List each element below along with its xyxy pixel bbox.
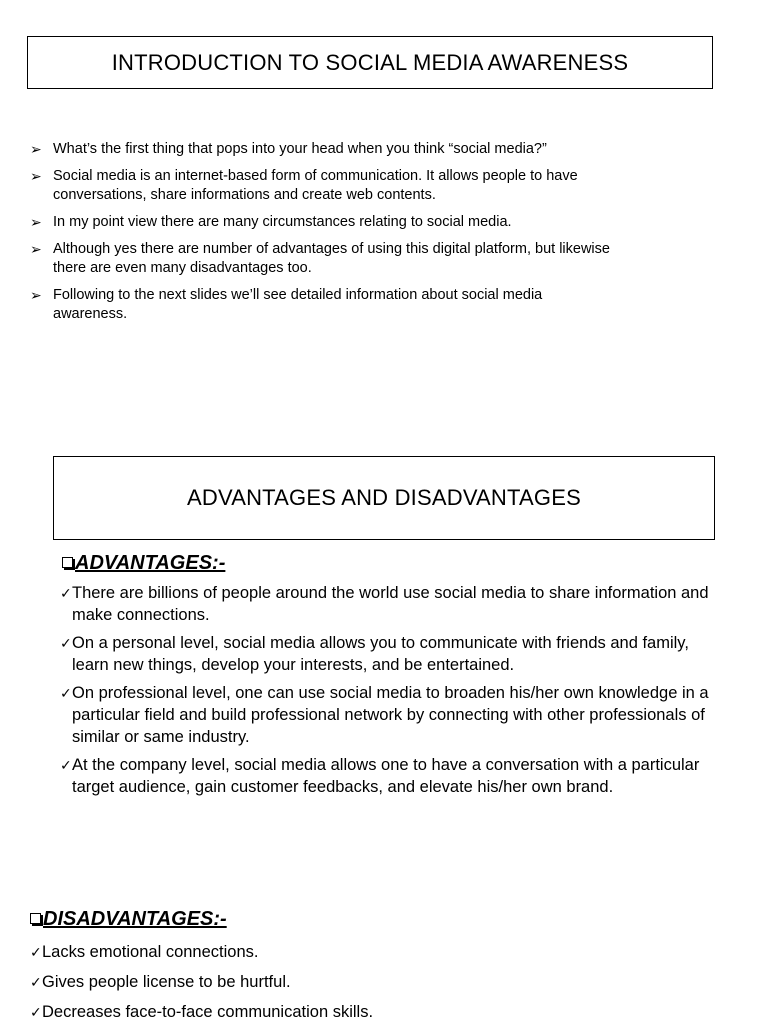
advantage-item: ✓ On a personal level, social media allows you to communicate with friends and family, learn new things, develop your interests, and be entertained. bbox=[60, 634, 689, 674]
square-bullet-icon bbox=[62, 557, 73, 568]
advantage-item: ✓ At the company level, social media allows one to have a conversation with a particular target audience, gain customer feedbacks, and elevate his/her own brand. bbox=[60, 756, 700, 796]
checkmark-icon: ✓ bbox=[30, 974, 42, 990]
advantage-item: ✓ On professional level, one can use social media to broaden his/her own knowledge in a particular field and build professional network by connecting with other professionals of similar or same industry. bbox=[60, 684, 709, 746]
checkmark-icon: ✓ bbox=[60, 757, 72, 773]
intro-bullet-item: ➢ Following to the next slides we’ll see detailed information about social media awareness. bbox=[30, 287, 543, 322]
checkmark-icon: ✓ bbox=[30, 944, 42, 960]
intro-title-box bbox=[27, 36, 713, 89]
intro-bullet-item: ➢ In my point view there are many circumstances relating to social media. bbox=[30, 214, 512, 230]
intro-bullet-list bbox=[30, 140, 610, 332]
adv-disadv-title: ADVANTAGES AND DISADVANTAGES bbox=[187, 485, 581, 510]
adv-disadv-title-box bbox=[53, 456, 715, 540]
arrowhead-bullet-icon: ➢ bbox=[30, 241, 42, 257]
disadvantage-item: ✓ Gives people license to be hurtful. bbox=[30, 973, 291, 991]
disadvantage-item: ✓ Decreases face-to-face communication skills. bbox=[30, 1003, 374, 1021]
intro-bullet-item: ➢ Social media is an internet-based form of communication. It allows people to have conversations, share informations and create web contents. bbox=[30, 168, 578, 203]
arrowhead-bullet-icon: ➢ bbox=[30, 214, 42, 230]
intro-bullet-item: ➢ What’s the first thing that pops into your head when you think “social media?” bbox=[30, 141, 547, 157]
checkmark-icon: ✓ bbox=[60, 635, 72, 651]
square-bullet-icon bbox=[30, 913, 41, 924]
advantages-list bbox=[60, 582, 710, 804]
intro-bullet-item: ➢ Although yes there are number of advantages of using this digital platform, but likewise there are even many disadvantages too. bbox=[30, 241, 610, 276]
disadvantages-list bbox=[30, 941, 730, 1031]
advantage-item: ✓ There are billions of people around the world use social media to share information and make connections. bbox=[60, 584, 709, 624]
disadvantages-heading: DISADVANTAGES:- bbox=[30, 908, 227, 931]
arrowhead-bullet-icon: ➢ bbox=[30, 141, 42, 157]
intro-title: INTRODUCTION TO SOCIAL MEDIA AWARENESS bbox=[111, 49, 629, 75]
advantages-heading: ADVANTAGES:- bbox=[62, 552, 225, 575]
arrowhead-bullet-icon: ➢ bbox=[30, 168, 42, 184]
disadvantage-item: ✓ Lacks emotional connections. bbox=[30, 943, 259, 961]
checkmark-icon: ✓ bbox=[30, 1004, 42, 1020]
checkmark-icon: ✓ bbox=[60, 685, 72, 701]
checkmark-icon: ✓ bbox=[60, 585, 72, 601]
arrowhead-bullet-icon: ➢ bbox=[30, 287, 42, 303]
